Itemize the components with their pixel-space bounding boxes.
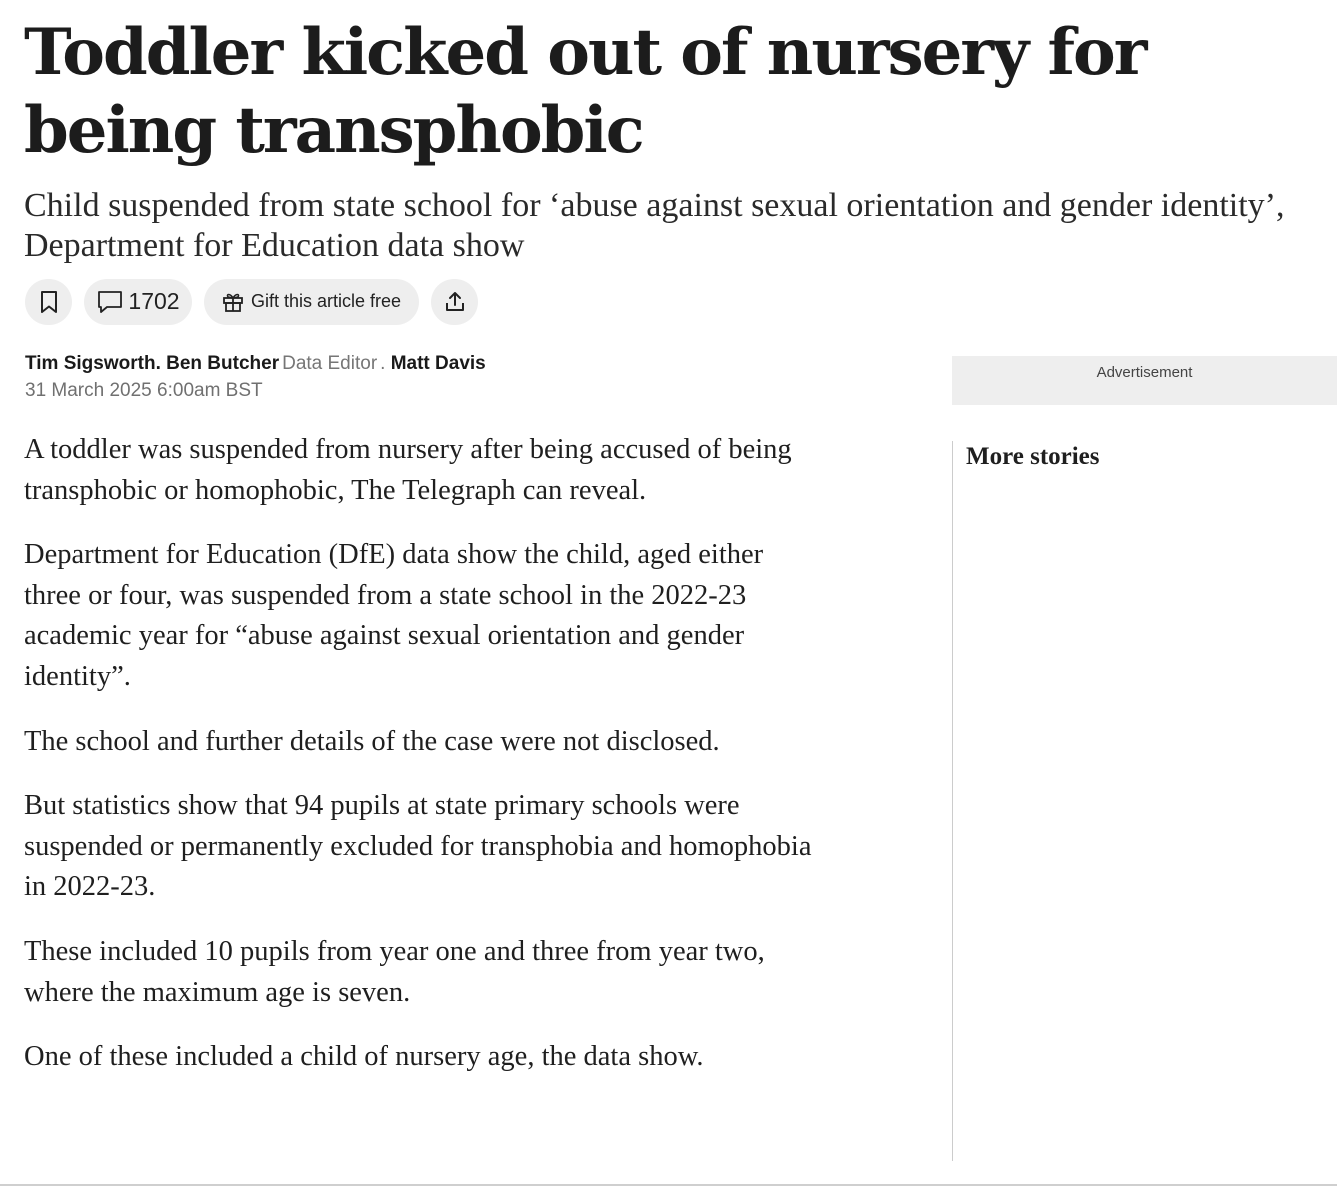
article-body — [24, 430, 814, 1102]
article-standfirst: Child suspended from state school for ‘abuse against sexual orientation and gender identity’, Department for Education data show — [24, 187, 1285, 264]
author-link[interactable]: Ben Butcher — [166, 353, 280, 374]
author-link[interactable]: Matt Davis — [390, 353, 486, 374]
article-actions — [25, 278, 478, 325]
advertisement-label: Advertisement — [1096, 364, 1193, 381]
publish-date: 31 March 2025 6:00am BST — [25, 380, 263, 401]
byline — [25, 352, 486, 376]
gift-icon — [222, 291, 244, 313]
share-button[interactable] — [431, 279, 478, 325]
author-link[interactable]: Tim Sigsworth — [25, 353, 156, 374]
author-role: Data Editor — [282, 353, 378, 374]
gift-article-label: Gift this article free — [250, 291, 402, 311]
article-paragraph: Department for Education (DfE) data show the child, aged either three or four, was suspended from a state school in the 2022-23 academic year for “abuse against sexual orientation and gender identity”. — [24, 539, 764, 692]
article-paragraph: One of these included a child of nursery age, the data show. — [24, 1041, 704, 1073]
comment-icon — [96, 289, 124, 315]
comments-button[interactable] — [84, 279, 192, 325]
bookmark-icon — [39, 290, 59, 314]
article-paragraph: A toddler was suspended from nursery after being accused of being transphobic or homophobic, The Telegraph can reveal. — [24, 434, 792, 506]
more-stories-heading: More stories — [966, 443, 1100, 470]
sidebar-divider — [952, 441, 953, 1161]
byline-separator: . — [380, 353, 391, 374]
gift-article-button[interactable] — [204, 279, 419, 325]
article-paragraph: But statistics show that 94 pupils at state primary schools were suspended or permanently excluded for transphobia and homophobia in 2022-23. — [24, 790, 812, 903]
advertisement-slot[interactable] — [952, 356, 1337, 405]
byline-separator: . — [155, 353, 167, 374]
bookmark-button[interactable] — [25, 279, 72, 325]
article-headline: Toddler kicked out of nursery for being transphobic — [24, 15, 1146, 168]
comments-count: 1702 — [128, 288, 180, 314]
article-paragraph: The school and further details of the case were not disclosed. — [24, 725, 720, 757]
article-paragraph: These included 10 pupils from year one and three from year two, where the maximum age is seven. — [24, 935, 765, 1008]
share-icon — [443, 290, 467, 314]
